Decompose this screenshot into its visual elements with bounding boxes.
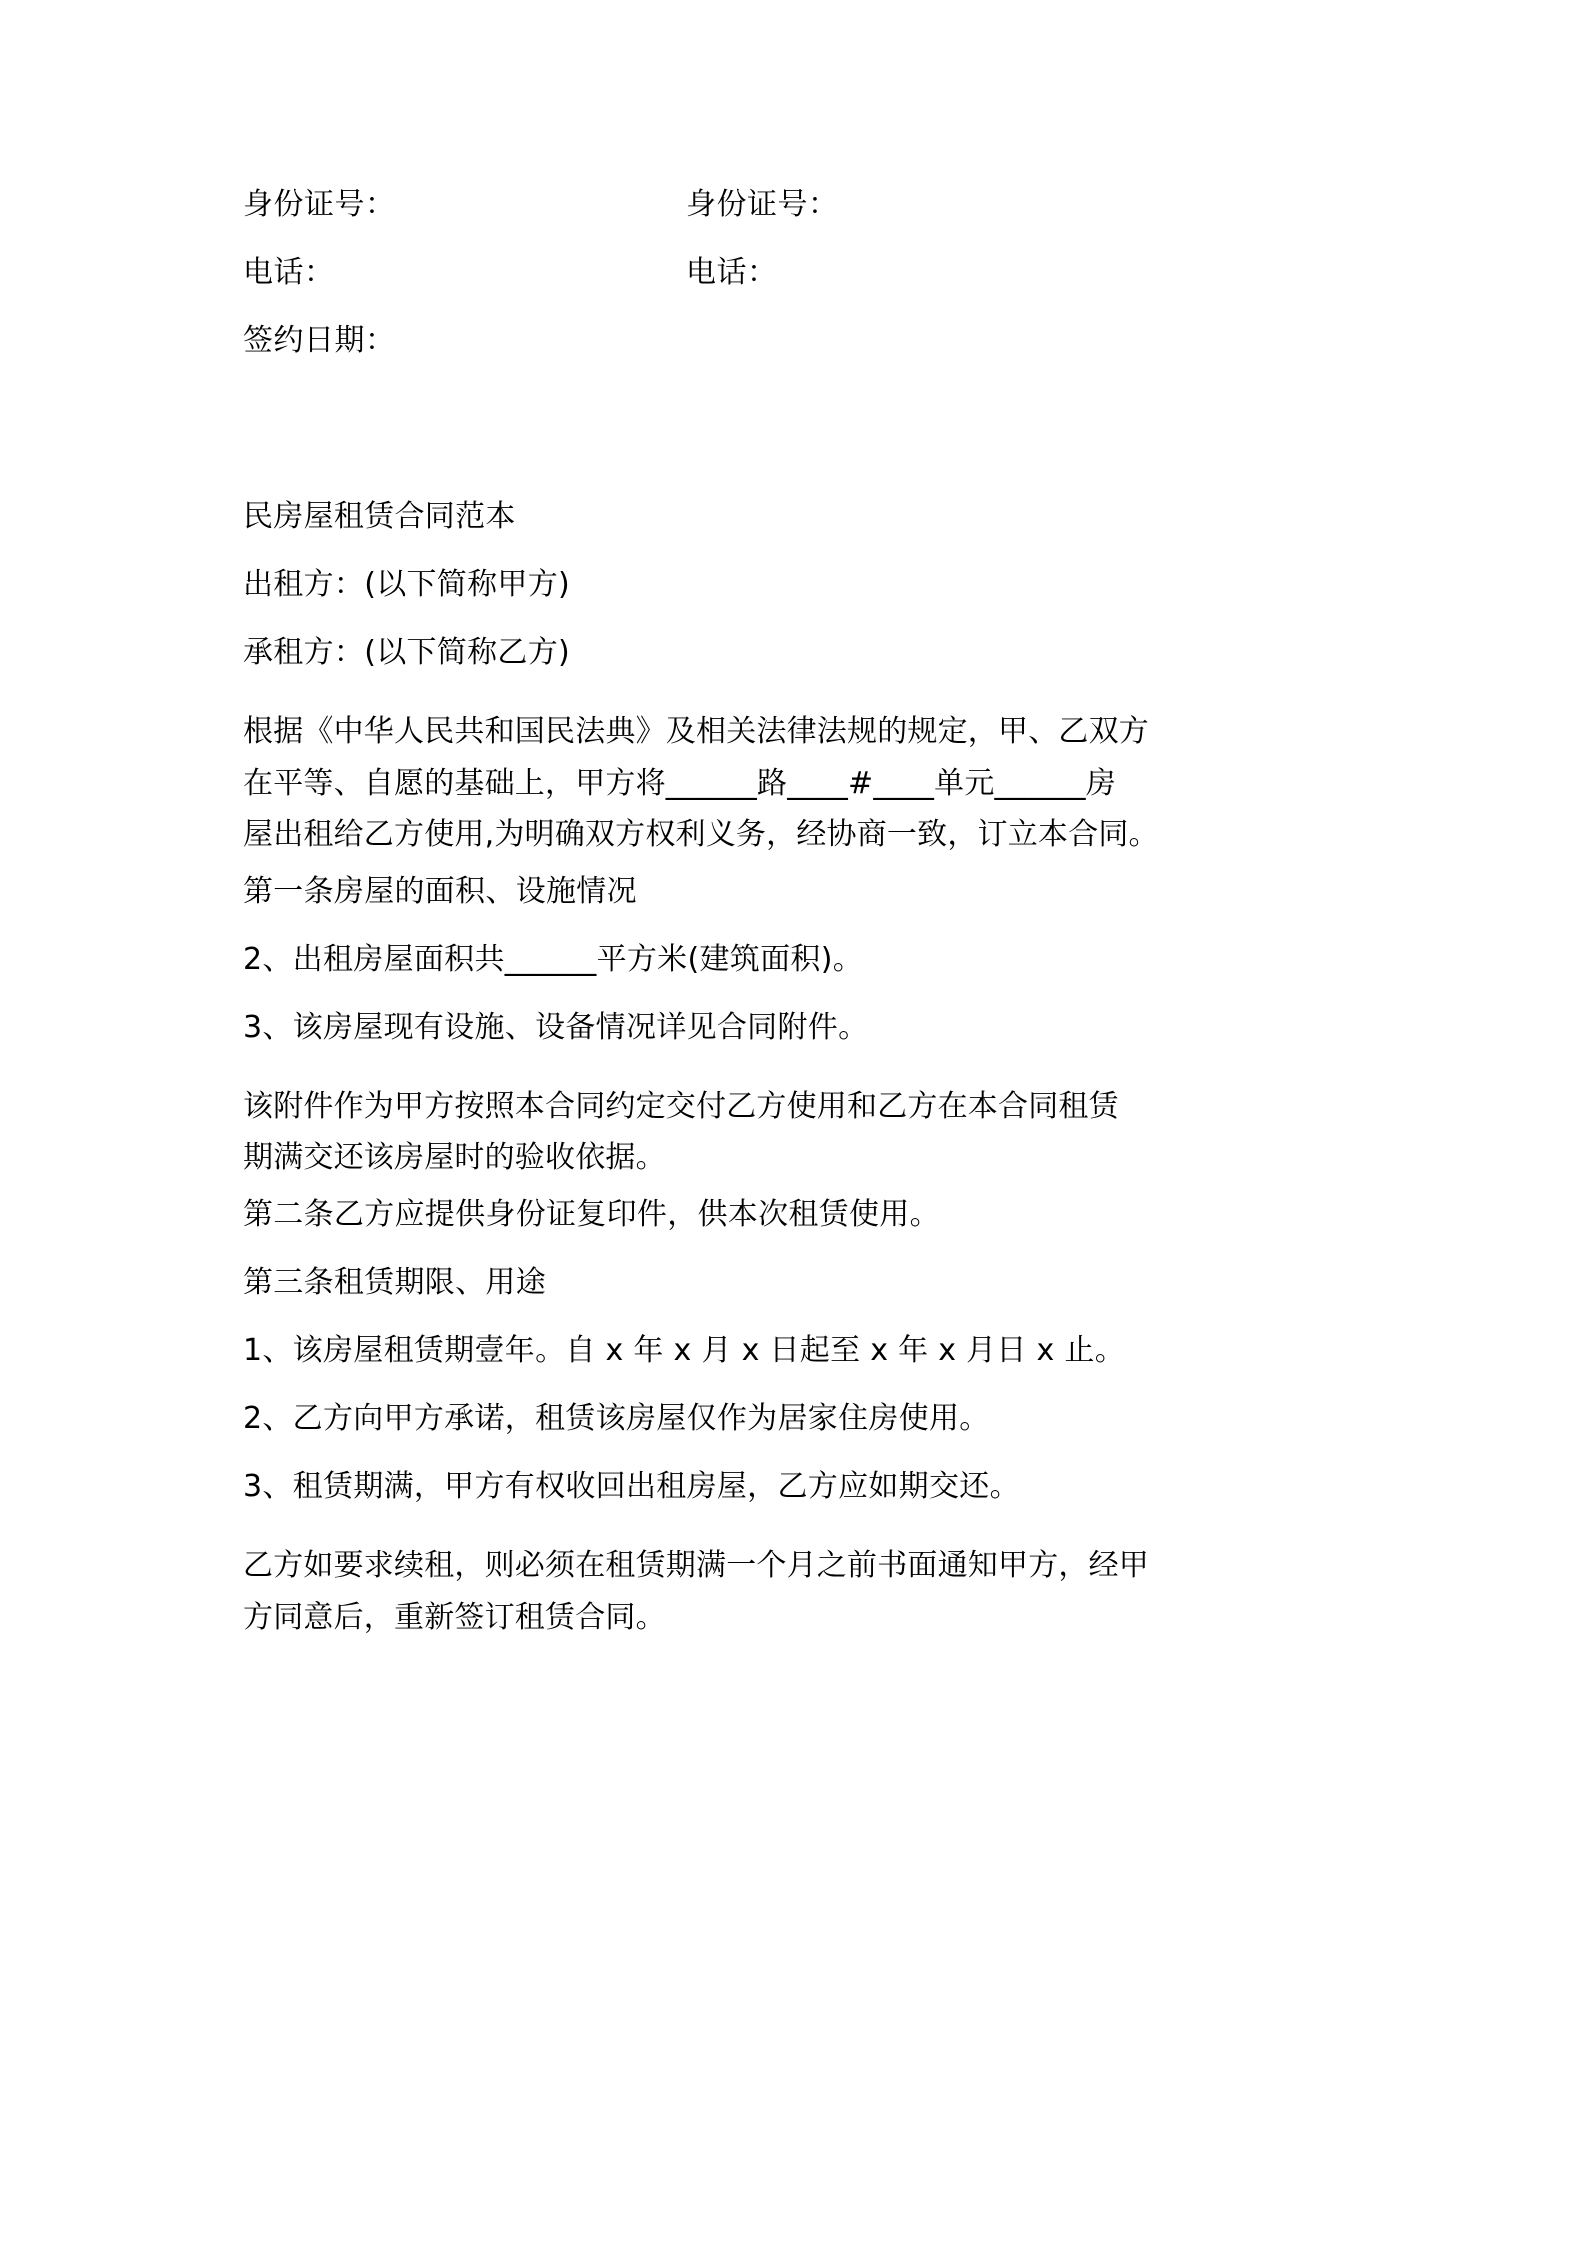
section-spacer bbox=[243, 394, 1386, 502]
preamble-paragraph bbox=[243, 706, 1386, 861]
renewal-note-line-2: 方同意后，重新签订租赁合同。 bbox=[243, 1599, 666, 1635]
phone-label-party-b: 电话： bbox=[686, 255, 778, 290]
article-3-heading: 第三条租赁期限、用途 bbox=[243, 1264, 546, 1300]
attachment-note-line-2: 期满交还该房屋时的验收依据。 bbox=[243, 1140, 666, 1176]
party-a-line: 出租方：(以下简称甲方) bbox=[243, 567, 571, 602]
signing-date-label: 签约日期： bbox=[243, 323, 396, 358]
article-2-text: 第二条乙方应提供身份证复印件，供本次租赁使用。 bbox=[243, 1196, 940, 1232]
article-1-item-2: 2、出租房屋面积共______平方米(建筑面积)。 bbox=[243, 941, 863, 977]
renewal-note-paragraph bbox=[243, 1540, 1386, 1643]
phone-row bbox=[243, 255, 1386, 290]
party-b-line: 承租方：(以下简称乙方) bbox=[243, 635, 571, 670]
article-3-item-1: 1、该房屋租赁期壹年。自 x 年 x 月 x 日起至 x 年 x 月日 x 止。 bbox=[243, 1332, 1126, 1368]
id-number-label-party-a: 身份证号： bbox=[243, 187, 396, 222]
article-1-item-3: 3、该房屋现有设施、设备情况详见合同附件。 bbox=[243, 1009, 869, 1045]
contract-body bbox=[243, 499, 1386, 1643]
signature-block bbox=[243, 187, 1386, 358]
article-3-item-2: 2、乙方向甲方承诺，租赁该房屋仅作为居家住房使用。 bbox=[243, 1400, 990, 1436]
article-1-heading: 第一条房屋的面积、设施情况 bbox=[243, 873, 637, 909]
id-number-label-party-b: 身份证号： bbox=[686, 187, 839, 222]
document-title: 民房屋租赁合同范本 bbox=[243, 499, 516, 534]
id-number-row bbox=[243, 187, 1386, 222]
renewal-note-line-1: 乙方如要求续租，则必须在租赁期满一个月之前书面通知甲方，经甲 bbox=[243, 1547, 1149, 1583]
attachment-note-line-1: 该附件作为甲方按照本合同约定交付乙方使用和乙方在本合同租赁 bbox=[243, 1088, 1119, 1124]
article-3-item-3: 3、租赁期满，甲方有权收回出租房屋，乙方应如期交还。 bbox=[243, 1468, 1020, 1504]
preamble-line-1: 根据《中华人民共和国民法典》及相关法律法规的规定，甲、乙双方 bbox=[243, 714, 1149, 749]
preamble-line-3: 屋出租给乙方使用,为明确双方权利义务，经协商一致，订立本合同。 bbox=[243, 817, 1159, 853]
attachment-note-paragraph bbox=[243, 1081, 1386, 1184]
phone-label-party-a: 电话： bbox=[243, 255, 335, 290]
preamble-line-2: 在平等、自愿的基础上，甲方将______路____#____单元______房 bbox=[243, 765, 1116, 801]
